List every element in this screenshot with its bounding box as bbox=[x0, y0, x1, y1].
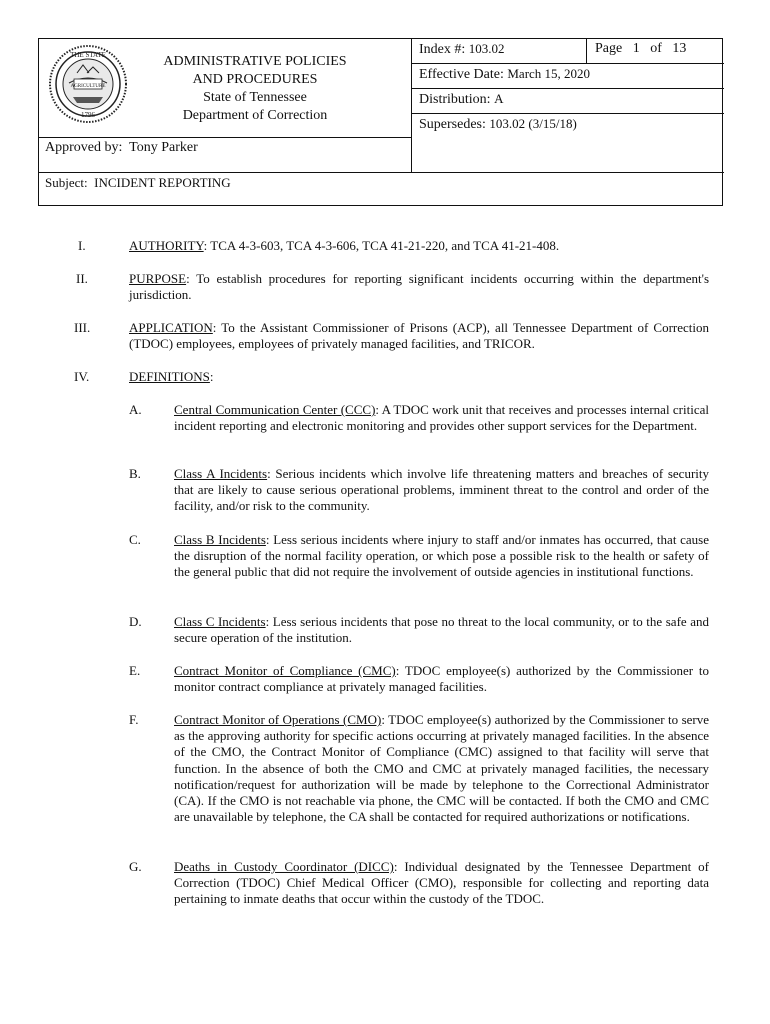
definition-term: Deaths in Custody Coordinator (DICC) bbox=[174, 859, 394, 874]
definition-term: Contract Monitor of Compliance (CMC) bbox=[174, 663, 396, 678]
section-text: : bbox=[209, 369, 214, 384]
section-application bbox=[129, 320, 709, 352]
definition-term: Class A Incidents bbox=[174, 466, 268, 481]
definition-text: : Less serious incidents where injury to staff and/or inmates has occurred, that cause the disruption of the normal facility operation, or which pose a possible risk to the health or safety of the general public that did not require the involvement of outside agencies in institutional functions. bbox=[174, 532, 709, 580]
definition-letter: B. bbox=[129, 466, 141, 481]
subject-label: Subject: bbox=[45, 175, 88, 190]
section-title: AUTHORITY bbox=[129, 238, 204, 253]
definition-letter: E. bbox=[129, 663, 141, 678]
section-number: III. bbox=[74, 320, 91, 335]
effective-date-field bbox=[419, 66, 590, 83]
section-text: : To establish procedures for reporting significant incidents occurring within the department's jurisdiction. bbox=[129, 271, 709, 303]
definition-text: : TDOC employee(s) authorized by the Commissioner to monitor contract compliance at privately managed facilities. bbox=[174, 663, 709, 695]
supersedes-field bbox=[419, 116, 577, 133]
definition-letter: A. bbox=[129, 402, 142, 417]
section-number: II. bbox=[76, 271, 88, 286]
index-field bbox=[419, 41, 505, 58]
title-line-2: AND PROCEDURES bbox=[192, 72, 318, 87]
agency-title-block bbox=[139, 53, 371, 125]
definition-item bbox=[174, 663, 709, 695]
page-total: 13 bbox=[672, 41, 687, 56]
definition-term: Central Communication Center (CCC) bbox=[174, 402, 376, 417]
approved-by-field bbox=[45, 140, 198, 156]
definition-item bbox=[174, 466, 709, 515]
definition-term: Class B Incidents bbox=[174, 532, 266, 547]
svg-text:1796: 1796 bbox=[81, 111, 95, 119]
section-title: APPLICATION bbox=[129, 320, 213, 335]
index-value: 103.02 bbox=[468, 41, 505, 56]
section-title: PURPOSE bbox=[129, 271, 187, 286]
state-seal-icon bbox=[47, 43, 129, 125]
definition-text: : Serious incidents which involve life threatening matters and breaches of security that are likely to cause serious operational problems, imminent threat to the control and order of the facility, and/or risk to the community. bbox=[174, 466, 709, 514]
definition-item bbox=[174, 614, 709, 646]
definition-item bbox=[174, 532, 709, 581]
page-label: Page bbox=[595, 41, 623, 56]
definition-letter: F. bbox=[129, 712, 139, 727]
subject-field bbox=[45, 175, 231, 191]
effective-label: Effective Date: bbox=[419, 67, 504, 82]
definition-term: Contract Monitor of Operations (CMO) bbox=[174, 712, 382, 727]
section-definitions bbox=[129, 369, 709, 385]
definition-letter: G. bbox=[129, 859, 142, 874]
distribution-value: A bbox=[494, 91, 504, 106]
document-header bbox=[38, 38, 723, 206]
section-text: : To the Assistant Commissioner of Prisons (ACP), all Tennessee Department of Correction (TDOC) employees, employees of privately managed facilities, and TRICOR. bbox=[129, 320, 709, 352]
definition-item bbox=[174, 712, 709, 825]
definition-text: : A TDOC work unit that receives and processes internal critical incident reporting and electronic monitoring and provides other support services for the Department. bbox=[174, 402, 709, 434]
svg-text:THE STATE: THE STATE bbox=[70, 51, 106, 59]
section-authority bbox=[129, 238, 709, 254]
section-text: : TCA 4-3-603, TCA 4-3-606, TCA 41-21-220, and TCA 41-21-408. bbox=[203, 238, 560, 253]
supersedes-value: 103.02 (3/15/18) bbox=[489, 116, 577, 131]
definition-item bbox=[174, 859, 709, 908]
definition-text: : Individual designated by the Tennessee Department of Correction (TDOC) Chief Medical Officer (CMO), responsible for collecting and reporting data pertaining to inmate deaths that occur within the custody of the TDOC. bbox=[174, 859, 710, 907]
section-title: DEFINITIONS bbox=[129, 369, 210, 384]
subject-value: INCIDENT REPORTING bbox=[94, 175, 231, 190]
definition-letter: C. bbox=[129, 532, 141, 547]
definition-term: Class C Incidents bbox=[174, 614, 266, 629]
effective-value: March 15, 2020 bbox=[507, 66, 591, 81]
page-field bbox=[595, 41, 686, 57]
distribution-label: Distribution: bbox=[419, 92, 491, 107]
definition-letter: D. bbox=[129, 614, 142, 629]
definition-text: : TDOC employee(s) authorized by the Commissioner to serve as the approving authority for specific actions occurring at privately managed facilities. In the absence of the CMO, the Contract Monitor of Compliance (CMC) assigned to that facility will serve that function. In the absence of both the CMO and CMC at privately managed facilities, the necessary notification/request for authorization will be made by telephone to the Correctional Administrator (CA). If the CMO is not reachable via phone, the CMC will be contacted. If both the CMO and CMC are unavailable by telephone, the CA shall be contacted for required authorizations or notifications. bbox=[174, 712, 710, 825]
section-purpose bbox=[129, 271, 709, 303]
definition-item bbox=[174, 402, 709, 434]
approved-value: Tony Parker bbox=[129, 140, 198, 155]
section-number: IV. bbox=[74, 369, 90, 384]
distribution-field bbox=[419, 91, 503, 108]
definition-text: : Less serious incidents that pose no threat to the local community, or to the safe and secure operation of the institution. bbox=[174, 614, 709, 646]
index-label: Index #: bbox=[419, 42, 466, 57]
section-number: I. bbox=[78, 238, 86, 253]
approved-label: Approved by: bbox=[45, 140, 123, 155]
title-line-4: Department of Correction bbox=[182, 108, 328, 123]
title-line-1: ADMINISTRATIVE POLICIES bbox=[163, 54, 347, 69]
page-number: 1 bbox=[632, 41, 640, 56]
page-of: of bbox=[650, 41, 662, 56]
supersedes-label: Supersedes: bbox=[419, 117, 486, 132]
title-line-3: State of Tennessee bbox=[203, 90, 307, 105]
svg-text:AGRICULTURE: AGRICULTURE bbox=[70, 84, 106, 89]
